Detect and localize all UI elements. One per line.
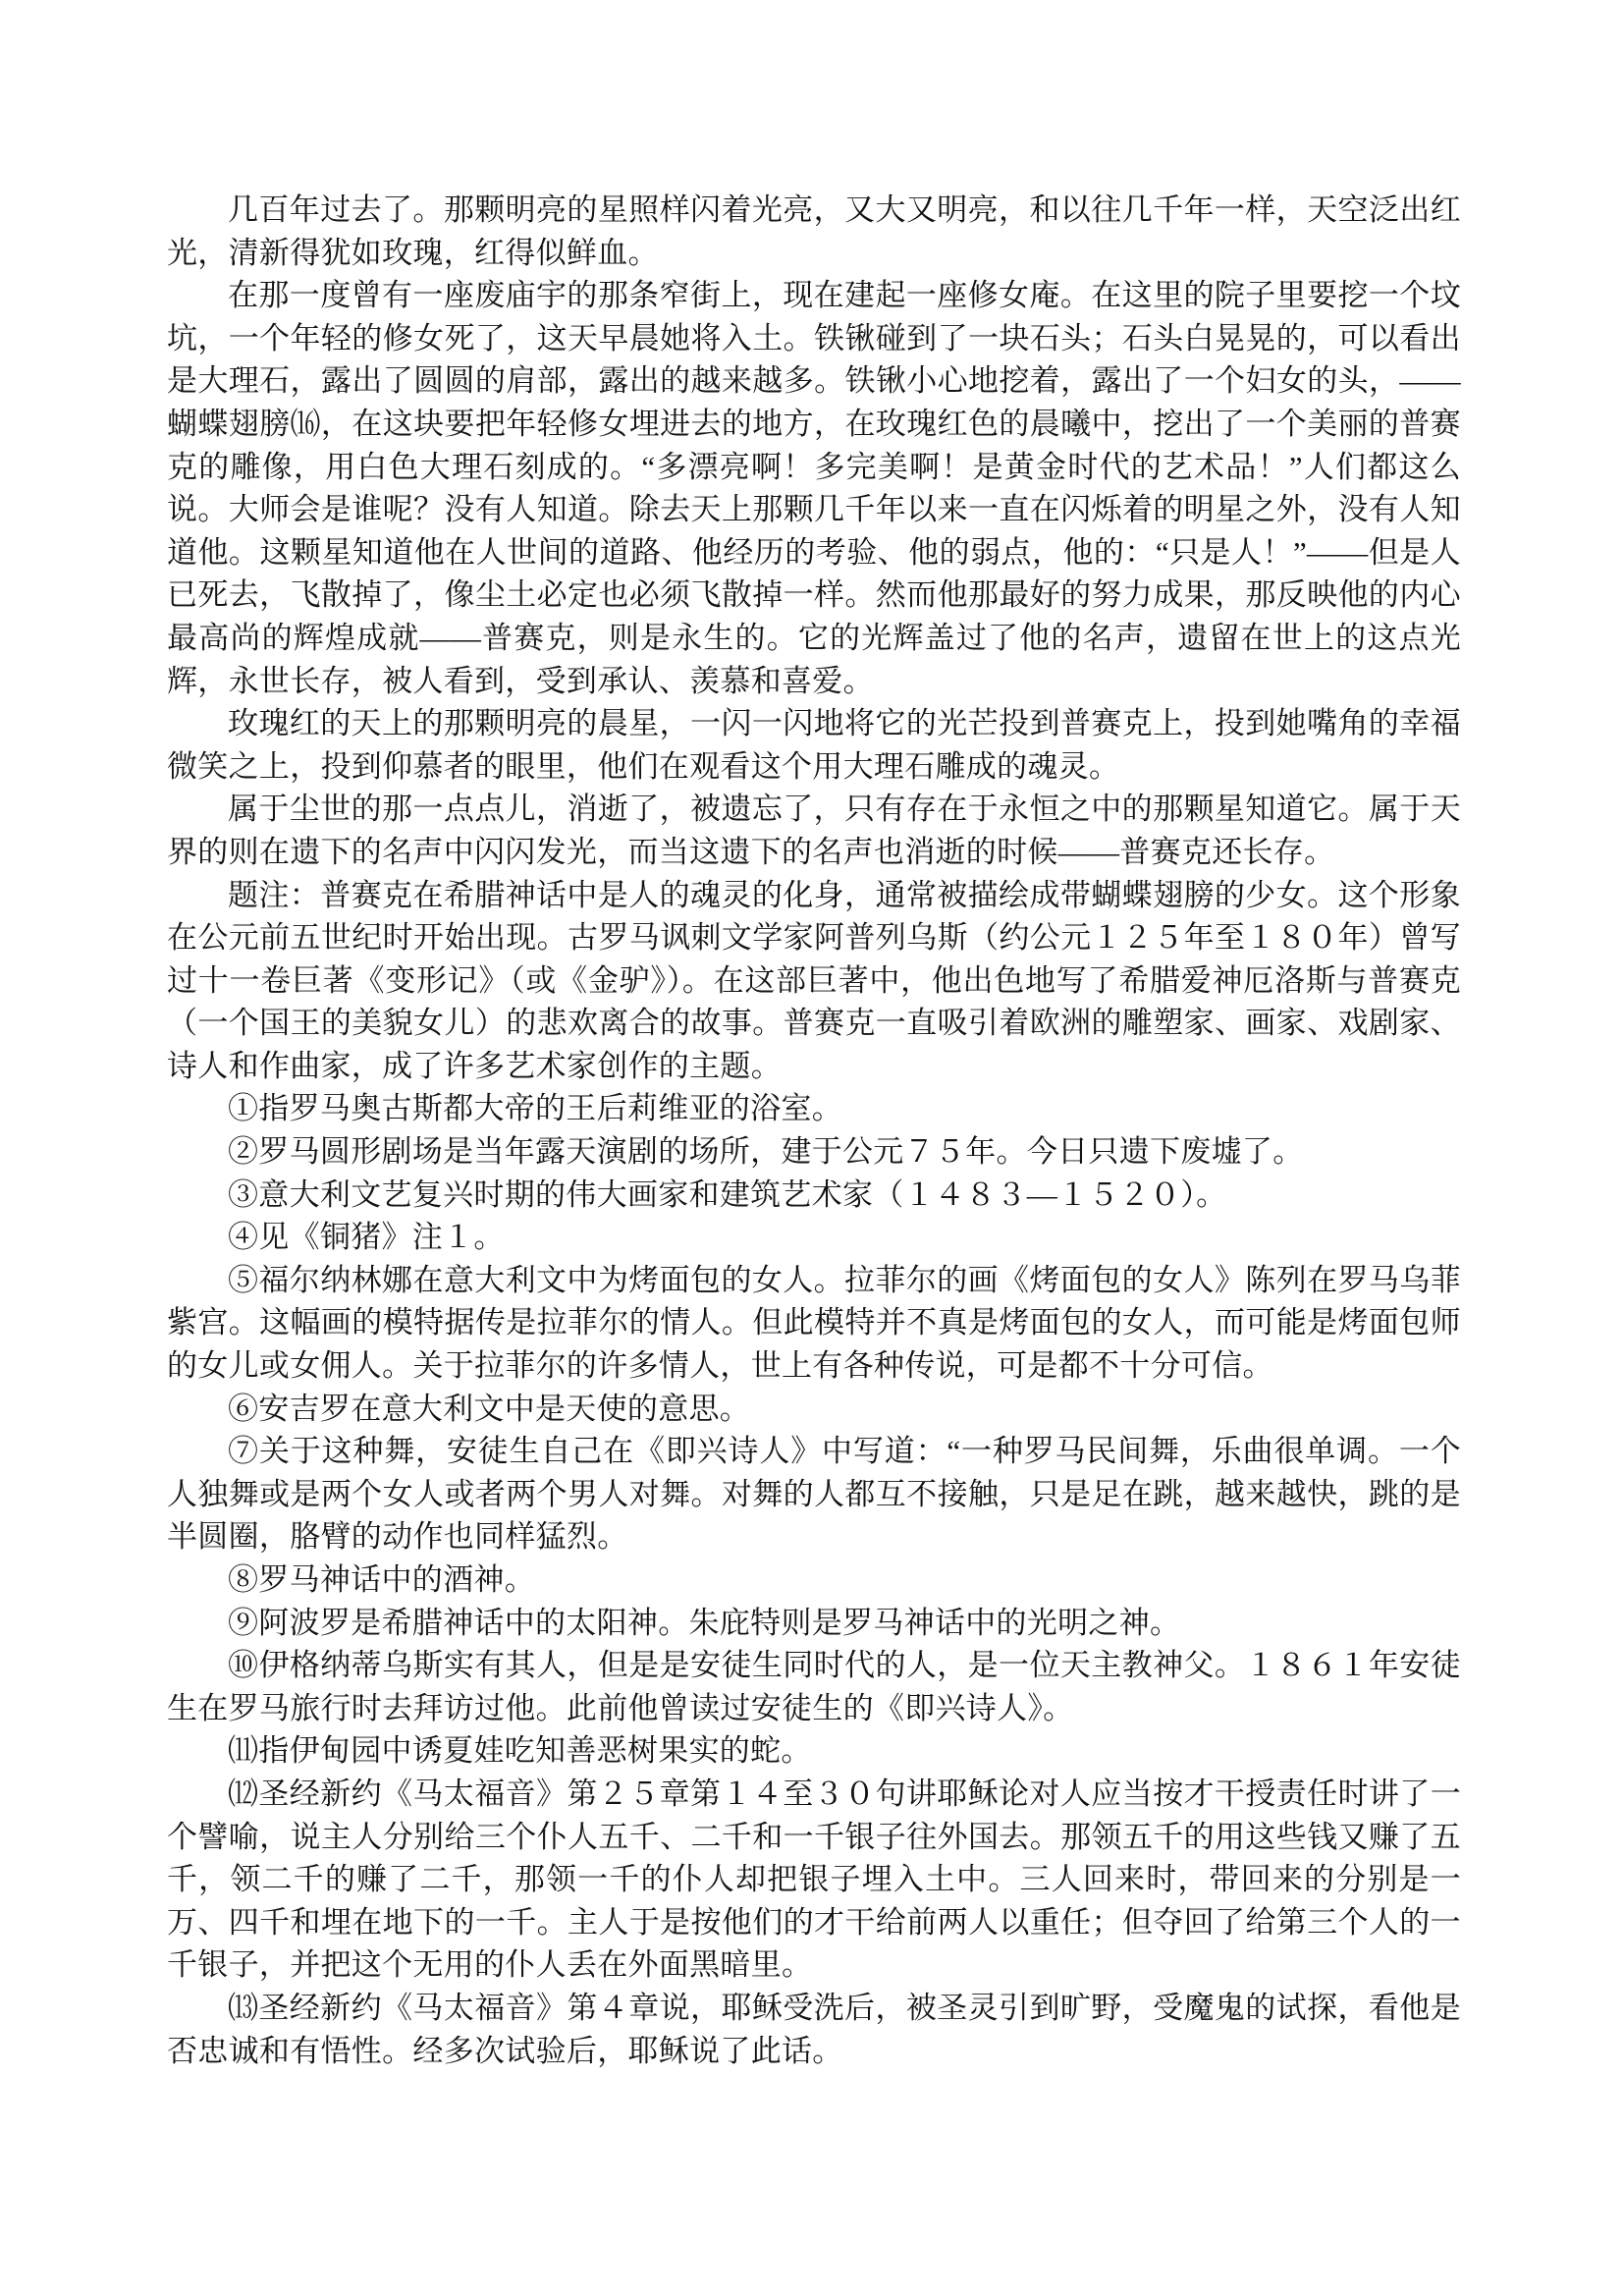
footnote-1: ①指罗马奥古斯都大帝的王后莉维亚的浴室。 xyxy=(228,1091,842,1126)
footnote-6: ⑥安吉罗在意大利文中是天使的意思。 xyxy=(228,1391,751,1426)
footnote-2: ②罗马圆形剧场是当年露天演剧的场所，建于公元７５年。今日只遗下废墟了。 xyxy=(228,1134,1304,1170)
annotation-intro: 题注：普赛克在希腊神话中是人的魂灵的化身，通常被描绘成带蝴蝶翅膀的少女。这个形象在公元前五世纪时开始出现。古罗马讽刺文学家阿普列乌斯（约公元１２５年至１８０年）曾写过十一卷巨著《变形记》（或《金驴》）。在这部巨著中，他出色地写了希腊爱神厄洛斯与普赛克（一个国王的美貌女儿）的悲欢离合的故事。普赛克一直吸引着欧洲的雕塑家、画家、戏剧家、诗人和作曲家，成了许多艺术家创作的主题。 xyxy=(167,877,1461,1083)
footnote-7: ⑦关于这种舞，安徒生自己在《即兴诗人》中写道：“一种罗马民间舞，乐曲很单调。一个人独舞或是两个女人或者两个男人对舞。对舞的人都互不接触，只是足在跳，越来越快，跳的是半圆圈，胳臂的动作也同样猛烈。 xyxy=(167,1434,1461,1555)
footnote-13: ⒀圣经新约《马太福音》第４章说，耶稣受洗后，被圣灵引到旷野，受魔鬼的试探，看他是否忠诚和有悟性。经多次试验后，耶稣说了此话。 xyxy=(167,1990,1461,2068)
story-paragraph-3: 玫瑰红的天上的那颗明亮的晨星，一闪一闪地将它的光芒投到普赛克上，投到她嘴角的幸福微笑之上，投到仰慕者的眼里，他们在观看这个用大理石雕成的魂灵。 xyxy=(167,706,1461,784)
text-block xyxy=(167,189,1461,2072)
footnote-11: ⑾指伊甸园中诱夏娃吃知善恶树果实的蛇。 xyxy=(228,1733,812,1769)
footnote-8: ⑧罗马神话中的酒神。 xyxy=(228,1562,535,1597)
story-paragraph-4: 属于尘世的那一点点儿，消逝了，被遗忘了，只有存在于永恒之中的那颗星知道它。属于天界的则在遗下的名声中闪闪发光，而当这遗下的名声也消逝的时候——普赛克还长存。 xyxy=(167,792,1461,869)
footnote-9: ⑨阿波罗是希腊神话中的太阳神。朱庇特则是罗马神话中的光明之神。 xyxy=(228,1605,1181,1640)
footnote-4: ④见《铜猪》注１。 xyxy=(228,1220,505,1255)
footnote-3: ③意大利文艺复兴时期的伟大画家和建筑艺术家（１４８３—１５２０）。 xyxy=(228,1176,1227,1212)
footnote-10: ⑩伊格纳蒂乌斯实有其人，但是是安徒生同时代的人，是一位天主教神父。１８６１年安徒生在罗马旅行时去拜访过他。此前他曾读过安徒生的《即兴诗人》。 xyxy=(167,1648,1461,1725)
footnote-12: ⑿圣经新约《马太福音》第２５章第１４至３０句讲耶稣论对人应当按才干授责任时讲了一个譬喻，说主人分别给三个仆人五千、二千和一千银子往外国去。那领五千的用这些钱又赚了五千，领二千的赚了二千，那领一千的仆人却把银子埋入土中。三人回来时，带回来的分别是一万、四千和埋在地下的一千。主人于是按他们的才干给前两人以重任；但夺回了给第三个人的一千银子，并把这个无用的仆人丢在外面黑暗里。 xyxy=(167,1776,1461,1983)
story-paragraph-2: 在那一度曾有一座废庙宇的那条窄街上，现在建起一座修女庵。在这里的院子里要挖一个坟坑，一个年轻的修女死了，这天早晨她将入土。铁锹碰到了一块石头；石头白晃晃的，可以看出是大理石，露出了圆圆的肩部，露出的越来越多。铁锹小心地挖着，露出了一个妇女的头，——蝴蝶翅膀⒃，在这块要把年轻修女埋进去的地方，在玫瑰红色的晨曦中，挖出了一个美丽的普赛克的雕像，用白色大理石刻成的。“多漂亮啊！多完美啊！是黄金时代的艺术品！”人们都这么说。大师会是谁呢？没有人知道。除去天上那颗几千年以来一直在闪烁着的明星之外，没有人知道他。这颗星知道他在人世间的道路、他经历的考验、他的弱点，他的：“只是人！”——但是人已死去，飞散掉了，像尘土必定也必须飞散掉一样。然而他那最好的努力成果，那反映他的内心最高尚的辉煌成就——普赛克，则是永生的。它的光辉盖过了他的名声，遗留在世上的这点光辉，永世长存，被人看到，受到承认、羡慕和喜爱。 xyxy=(167,278,1461,698)
footnote-5: ⑤福尔纳林娜在意大利文中为烤面包的女人。拉菲尔的画《烤面包的女人》陈列在罗马乌菲紫宫。这幅画的模特据传是拉菲尔的情人。但此模特并不真是烤面包的女人，而可能是烤面包师的女儿或女佣人。关于拉菲尔的许多情人，世上有各种传说，可是都不十分可信。 xyxy=(167,1262,1461,1384)
story-paragraph-1: 几百年过去了。那颗明亮的星照样闪着光亮，又大又明亮，和以往几千年一样，天空泛出红光，清新得犹如玫瑰，红得似鲜血。 xyxy=(167,192,1461,270)
